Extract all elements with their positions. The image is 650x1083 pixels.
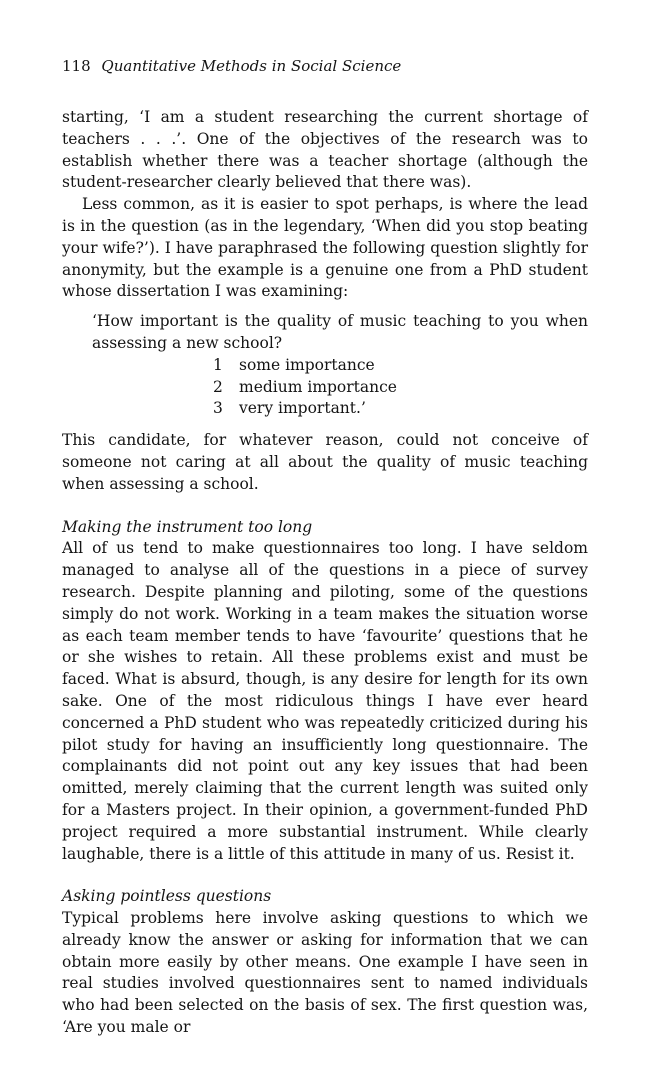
paragraph-4: All of us tend to make questionnaires too long. I have seldom managed to analyse all of the questions in a piece of survey research. Despite planning and piloting, some of the questions simply do not work. Working in a team makes the situation worse as each team member tends to have ‘favourite’ questions that he or she wishes to retain. All these problems exist and must be faced. What is absurd, though, is any desire for length for its own sake. One of the most ridiculous things I have ever heard concerned a PhD student who was repeatedly criticized during his pilot study for having an insufficiently long questionnaire. The complainants did not point out any key issues that had been omitted, merely claiming that the current length was suited only for a Masters project. In their opinion, a government-funded PhD project required a more substantial instrument. While clearly laughable, there is a little of this attitude in many of us. Resist it. (62, 539, 588, 863)
answer-options (213, 355, 588, 420)
answer-option (213, 377, 588, 399)
option-label: very important.’ (239, 399, 366, 418)
option-label: some importance (239, 355, 375, 374)
page-number: 118 (62, 57, 91, 75)
survey-question-quote (92, 311, 588, 420)
answer-option (213, 355, 588, 377)
paragraph-1: starting, ‘I am a student researching the current shortage of teachers . . .’. One of the objectives of the research was to establish whether there was a teacher shortage (although the student-researcher clearly believed that there was). (62, 108, 588, 192)
option-number: 1 (213, 355, 223, 374)
quoted-question: ‘How important is the quality of music teaching to you when assessing a new school? (92, 312, 588, 352)
answer-option (213, 398, 588, 420)
running-header (62, 56, 588, 76)
paragraph-2: Less common, as it is easier to spot perhaps, is where the lead is in the question (as in the legendary, ‘When did you stop beating your wife?’). I have paraphrased the following question slightly for anonymity, but the example is a genuine one from a PhD student whose dissertation I was examining: (62, 195, 588, 301)
option-label: medium importance (239, 377, 397, 396)
book-page (62, 56, 588, 1039)
subheading-pointless-questions: Asking pointless questions (62, 887, 272, 906)
option-number: 2 (213, 377, 223, 396)
subheading-instrument-length: Making the instrument too long (62, 517, 313, 536)
paragraph-3: This candidate, for whatever reason, could not conceive of someone not caring at all about the quality of music teaching when assessing a school. (62, 431, 588, 493)
book-title: Quantitative Methods in Social Science (101, 57, 402, 75)
option-number: 3 (213, 399, 223, 418)
paragraph-5: Typical problems here involve asking questions to which we already know the answer or asking for information that we can obtain more easily by other means. One example I have seen in real studies involved questionnaires sent to named individuals who had been selected on the basis of sex. The first question was, ‘Are you male or (62, 909, 588, 1037)
